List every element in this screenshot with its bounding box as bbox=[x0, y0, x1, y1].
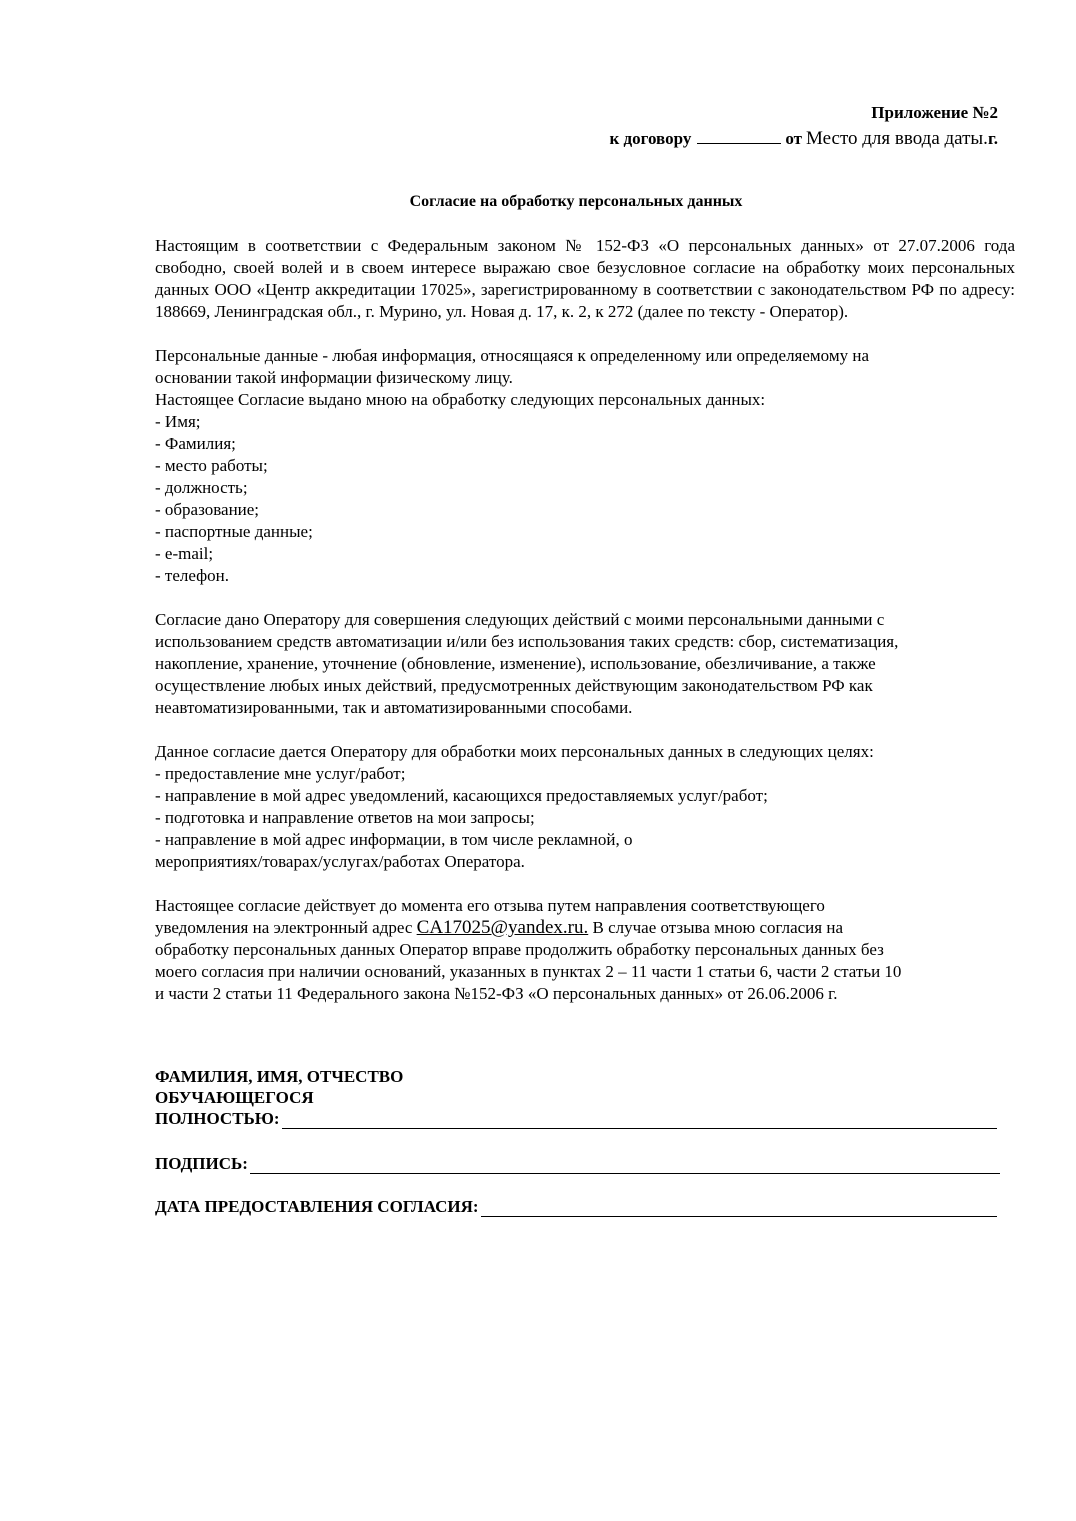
list-item: - должность; bbox=[155, 478, 248, 497]
actions-line: накопление, хранение, уточнение (обновление, изменение), использование, обезличивание, а также bbox=[155, 654, 876, 673]
list-item: мероприятиях/товарах/услугах/работах Оператора. bbox=[155, 852, 525, 871]
validity-line-4: моего согласия при наличии оснований, указанных в пунктах 2 – 11 части 1 статьи 6, части 2 статьи 10 bbox=[155, 962, 902, 981]
consent-date-block bbox=[155, 1196, 997, 1217]
fio-label-line-2: ОБУЧАЮЩЕГОСЯ bbox=[155, 1088, 314, 1107]
list-item: - место работы; bbox=[155, 456, 268, 475]
list-item: - направление в мой адрес информации, в том числе рекламной, о bbox=[155, 830, 633, 849]
list-item: - подготовка и направление ответов на мои запросы; bbox=[155, 808, 535, 827]
validity-line-2-start: уведомления на электронный адрес bbox=[155, 918, 413, 937]
validity-line-1: Настоящее согласие действует до момента его отзыва путем направления соответствующего bbox=[155, 896, 825, 915]
fio-input-line[interactable] bbox=[282, 1110, 997, 1129]
list-item: - Фамилия; bbox=[155, 434, 236, 453]
fio-label-line-1: ФАМИЛИЯ, ИМЯ, ОТЧЕСТВО bbox=[155, 1067, 404, 1086]
actions-line: Согласие дано Оператору для совершения следующих действий с моими персональными данными с bbox=[155, 610, 885, 629]
consent-paragraph: Настоящим в соответствии с Федеральным законом № 152-ФЗ «О персональных данных» от 27.07.2006 года свободно, своей волей и в своем интересе выражаю свое безусловное согласие на обработку моих персональных данных ООО «Центр аккредитации 17025», зарегистрированному в соответствии с законодательством РФ по адресу: 188669, Ленинградская обл., г. Мурино, ул. Новая д. 17, к. 2, к 272 (далее по тексту - Оператор). bbox=[155, 236, 1015, 321]
definition-line-1: Персональные данные - любая информация, относящаяся к определенному или определяемому на bbox=[155, 346, 869, 365]
purposes-intro: Данное согласие дается Оператору для обработки моих персональных данных в следующих целях: bbox=[155, 742, 874, 761]
contract-reference bbox=[610, 126, 998, 152]
appendix-number: Приложение №2 bbox=[871, 103, 998, 122]
contract-date-field[interactable]: Место для ввода даты. bbox=[805, 128, 988, 149]
contract-prefix: к договору bbox=[609, 129, 692, 148]
scope-line: Настоящее Согласие выдано мною на обработку следующих персональных данных: bbox=[155, 390, 766, 409]
email-link[interactable]: CA17025@yandex.ru. bbox=[416, 917, 589, 938]
validity-section bbox=[155, 895, 1015, 1005]
actions-line: использованием средств автоматизации и/или без использования таких средств: сбор, систематизация, bbox=[155, 632, 899, 651]
fio-label-line-3: ПОЛНОСТЬЮ: bbox=[155, 1109, 280, 1128]
definition-line-2: основании такой информации физическому лицу. bbox=[155, 368, 513, 387]
list-item: - Имя; bbox=[155, 412, 201, 431]
actions-line: неавтоматизированными, так и автоматизированными способами. bbox=[155, 698, 633, 717]
from-word: от bbox=[785, 129, 802, 148]
list-item: - предоставление мне услуг/работ; bbox=[155, 764, 406, 783]
actions-section bbox=[155, 609, 1015, 719]
signature-label: ПОДПИСЬ: bbox=[155, 1154, 248, 1173]
list-item: - образование; bbox=[155, 500, 260, 519]
list-item: - направление в мой адрес уведомлений, касающихся предоставляемых услуг/работ; bbox=[155, 786, 768, 805]
consent-date-input-line[interactable] bbox=[481, 1198, 997, 1217]
contract-number-field[interactable] bbox=[697, 127, 781, 144]
fio-signature-block bbox=[155, 1066, 997, 1129]
document-body bbox=[155, 235, 1015, 1005]
purposes-section bbox=[155, 741, 1015, 873]
signature-input-line[interactable] bbox=[250, 1155, 1000, 1174]
list-item: - e-mail; bbox=[155, 544, 214, 563]
personal-data-section bbox=[155, 345, 1015, 587]
actions-line: осуществление любых иных действий, предусмотренных действующим законодательством РФ как bbox=[155, 676, 873, 695]
document-title: Согласие на обработку персональных данных bbox=[409, 193, 743, 210]
consent-date-label: ДАТА ПРЕДОСТАВЛЕНИЯ СОГЛАСИЯ: bbox=[155, 1197, 479, 1216]
appendix-header bbox=[610, 100, 998, 152]
list-item: - паспортные данные; bbox=[155, 522, 313, 541]
year-suffix: г. bbox=[987, 129, 998, 148]
list-item: - телефон. bbox=[155, 566, 229, 585]
validity-line-5: и части 2 статьи 11 Федерального закона №152-ФЗ «О персональных данных» от 26.06.2006 г. bbox=[155, 984, 838, 1003]
validity-line-3: обработку персональных данных Оператор вправе продолжить обработку персональных данных без bbox=[155, 940, 884, 959]
validity-line-2-end: В случае отзыва мною согласия на bbox=[592, 918, 843, 937]
signature-block bbox=[155, 1153, 1000, 1174]
validity-line-2 bbox=[155, 917, 1015, 939]
